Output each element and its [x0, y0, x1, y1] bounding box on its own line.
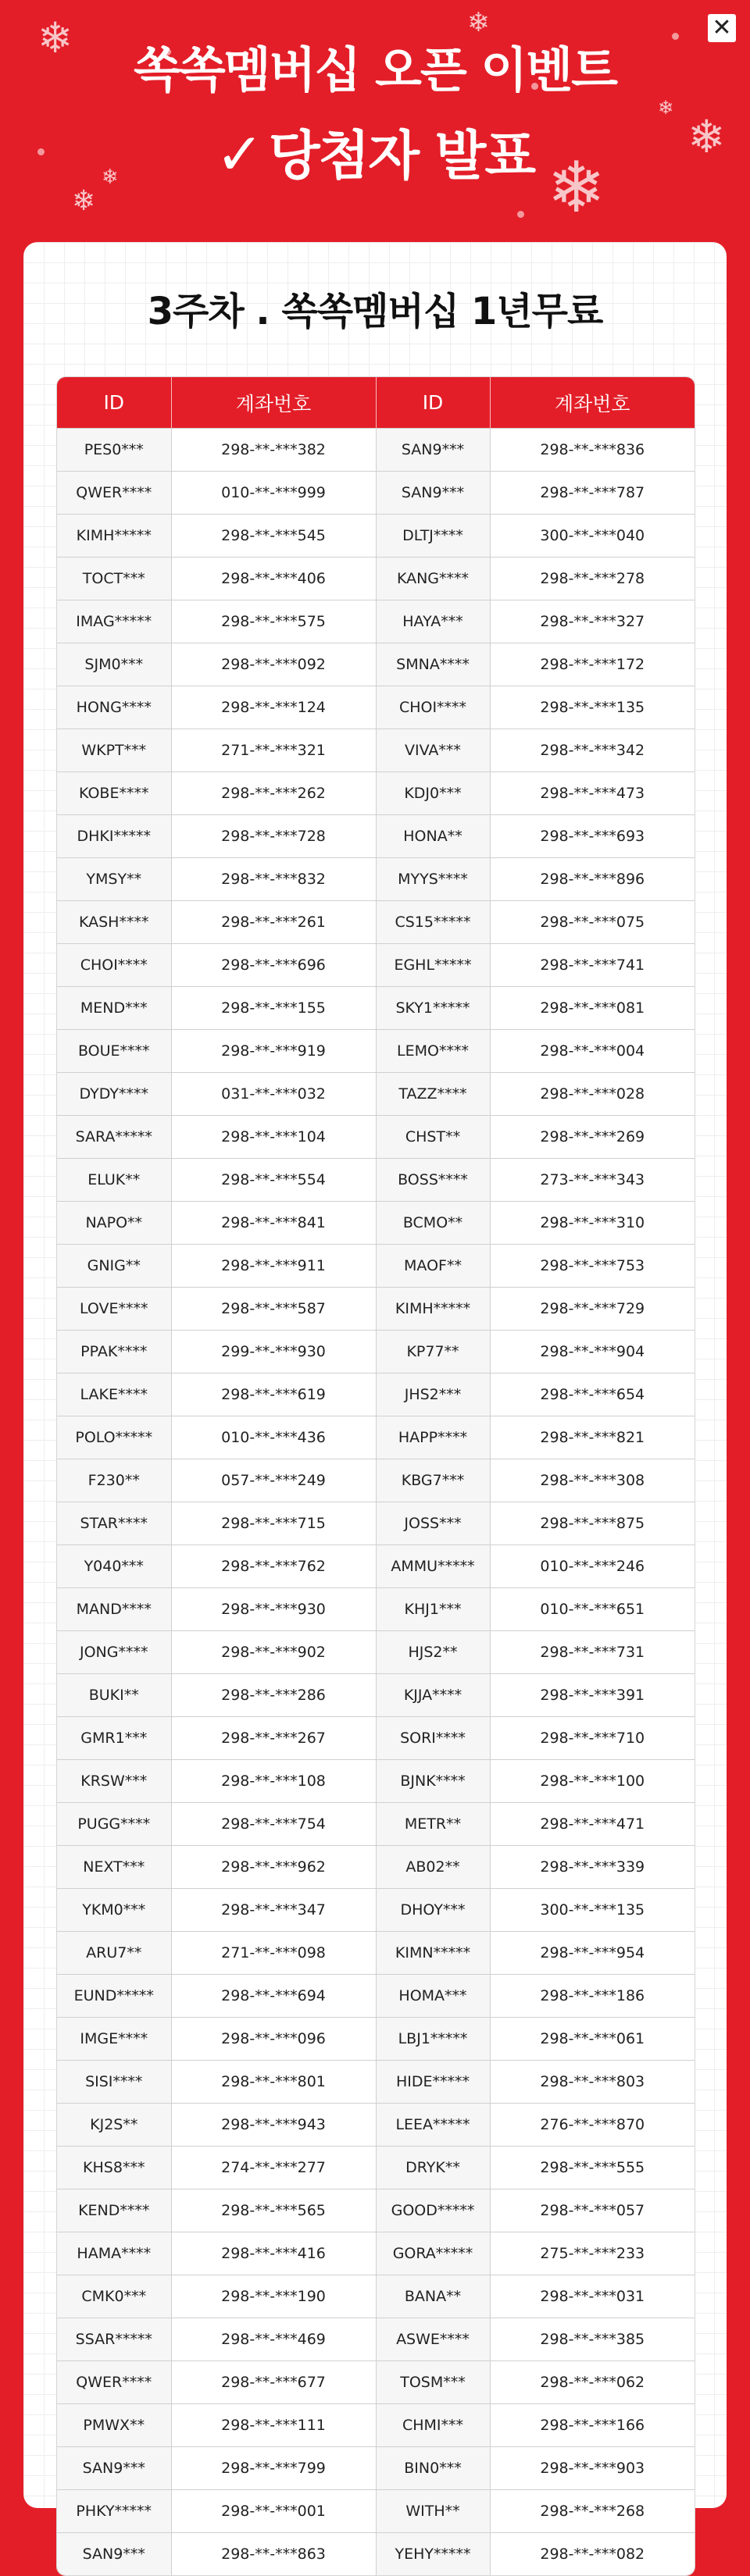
winner-id: QWER****	[57, 2361, 171, 2404]
account-number: 271-**-***321	[171, 729, 376, 772]
winner-id: PPAK****	[57, 1331, 171, 1374]
table-row	[57, 2104, 695, 2147]
winner-id: HIDE*****	[376, 2061, 490, 2104]
table-row	[57, 1159, 695, 1202]
snowflake-icon: ❄	[38, 13, 73, 62]
winner-id: HONG****	[57, 686, 171, 729]
account-number: 298-**-***031	[490, 2275, 695, 2318]
account-number: 298-**-***267	[171, 1717, 376, 1760]
table-row	[57, 2018, 695, 2061]
account-number: 298-**-***696	[171, 944, 376, 987]
account-number: 031-**-***032	[171, 1073, 376, 1116]
winner-id: LBJ1*****	[376, 2018, 490, 2061]
winner-id: LEMO****	[376, 1030, 490, 1073]
account-number: 298-**-***832	[171, 858, 376, 901]
account-number: 298-**-***406	[171, 558, 376, 600]
account-number: 298-**-***278	[490, 558, 695, 600]
winner-id: KHS8***	[57, 2147, 171, 2189]
winner-id: BUKI**	[57, 1674, 171, 1717]
winners-card	[23, 242, 727, 2563]
table-row	[57, 1803, 695, 1846]
winner-id: AMMU*****	[376, 1545, 490, 1588]
account-number: 298-**-***741	[490, 944, 695, 987]
table-row	[57, 1846, 695, 1889]
account-number: 298-**-***104	[171, 1116, 376, 1159]
winner-id: CMK0***	[57, 2275, 171, 2318]
winner-id: HONA**	[376, 815, 490, 858]
winner-id: KIMH*****	[376, 1288, 490, 1331]
winner-id: SKY1*****	[376, 987, 490, 1030]
winner-id: JONG****	[57, 1631, 171, 1674]
table-row	[57, 2275, 695, 2318]
snowflake-icon: ❄	[102, 166, 119, 189]
table-row	[57, 1116, 695, 1159]
winner-id: NAPO**	[57, 1202, 171, 1245]
winner-id: PUGG****	[57, 1803, 171, 1846]
snow-dot	[517, 211, 524, 218]
account-number: 273-**-***343	[490, 1159, 695, 1202]
account-number: 298-**-***269	[490, 1116, 695, 1159]
snowflake-icon: ❄	[467, 7, 490, 38]
account-number: 298-**-***028	[490, 1073, 695, 1116]
account-number: 010-**-***999	[171, 472, 376, 515]
winner-id: SORI****	[376, 1717, 490, 1760]
account-number: 298-**-***286	[171, 1674, 376, 1717]
account-number: 010-**-***436	[171, 1416, 376, 1459]
account-number: 298-**-***677	[171, 2361, 376, 2404]
winner-id: AB02**	[376, 1846, 490, 1889]
table-row	[57, 1588, 695, 1631]
account-number: 298-**-***061	[490, 2018, 695, 2061]
table-row	[57, 1674, 695, 1717]
announcement-title	[0, 123, 750, 188]
winner-id: SAN9***	[57, 2447, 171, 2490]
account-number: 298-**-***471	[490, 1803, 695, 1846]
table-row	[57, 558, 695, 600]
header-id: ID	[376, 377, 490, 429]
account-number: 298-**-***694	[171, 1975, 376, 2018]
winner-id: GNIG**	[57, 1245, 171, 1288]
snowflake-icon: ❄	[72, 185, 96, 217]
winner-id: SJM0***	[57, 643, 171, 686]
winner-id: KP77**	[376, 1331, 490, 1374]
winner-id: YEHY*****	[376, 2533, 490, 2576]
winner-id: WITH**	[376, 2490, 490, 2533]
winner-id: HAPP****	[376, 1416, 490, 1459]
winner-id: GORA*****	[376, 2232, 490, 2275]
table-row	[57, 2447, 695, 2490]
winner-id: BCMO**	[376, 1202, 490, 1245]
account-number: 298-**-***155	[171, 987, 376, 1030]
winner-id: PES0***	[57, 429, 171, 472]
table-row	[57, 1416, 695, 1459]
account-number: 298-**-***186	[490, 1975, 695, 2018]
winner-id: MAND****	[57, 1588, 171, 1631]
announcement-label: 당첨자 발표	[268, 126, 535, 187]
winner-id: KBG7***	[376, 1459, 490, 1502]
account-number: 276-**-***870	[490, 2104, 695, 2147]
account-number: 298-**-***903	[490, 2447, 695, 2490]
snowflake-icon: ❄	[658, 97, 674, 119]
account-number: 298-**-***731	[490, 1631, 695, 1674]
account-number: 298-**-***062	[490, 2361, 695, 2404]
table-row	[57, 1889, 695, 1932]
account-number: 298-**-***108	[171, 1760, 376, 1803]
account-number: 298-**-***190	[171, 2275, 376, 2318]
table-row	[57, 2490, 695, 2533]
account-number: 298-**-***075	[490, 901, 695, 944]
winner-id: QWER****	[57, 472, 171, 515]
table-row	[57, 472, 695, 515]
winner-id: KASH****	[57, 901, 171, 944]
account-number: 298-**-***268	[490, 2490, 695, 2533]
winner-id: PHKY*****	[57, 2490, 171, 2533]
table-row	[57, 901, 695, 944]
winner-id: KDJ0***	[376, 772, 490, 815]
account-number: 298-**-***342	[490, 729, 695, 772]
snowflake-icon: ❄	[688, 110, 726, 163]
account-number: 298-**-***587	[171, 1288, 376, 1331]
winner-id: ARU7**	[57, 1932, 171, 1975]
table-row	[57, 1331, 695, 1374]
winner-id: HJS2**	[376, 1631, 490, 1674]
winner-id: KJJA****	[376, 1674, 490, 1717]
table-row	[57, 1202, 695, 1245]
account-number: 298-**-***911	[171, 1245, 376, 1288]
winner-id: STAR****	[57, 1502, 171, 1545]
winner-id: GOOD*****	[376, 2189, 490, 2232]
winner-id: MAOF**	[376, 1245, 490, 1288]
account-number: 298-**-***261	[171, 901, 376, 944]
table-row	[57, 2232, 695, 2275]
winner-id: KOBE****	[57, 772, 171, 815]
winner-id: VIVA***	[376, 729, 490, 772]
winner-id: IMGE****	[57, 2018, 171, 2061]
table-row	[57, 858, 695, 901]
winner-id: CHST**	[376, 1116, 490, 1159]
winner-id: ASWE****	[376, 2318, 490, 2361]
account-number: 298-**-***801	[171, 2061, 376, 2104]
account-number: 298-**-***469	[171, 2318, 376, 2361]
winner-id: LOVE****	[57, 1288, 171, 1331]
table-row	[57, 1545, 695, 1588]
table-row	[57, 2533, 695, 2576]
account-number: 298-**-***728	[171, 815, 376, 858]
winner-id: KJ2S**	[57, 2104, 171, 2147]
winner-id: PMWX**	[57, 2404, 171, 2447]
account-number: 298-**-***111	[171, 2404, 376, 2447]
winner-id: HAYA***	[376, 600, 490, 643]
winner-id: CHOI****	[376, 686, 490, 729]
winner-id: SAN9***	[376, 472, 490, 515]
table-header-row	[57, 377, 695, 429]
table-row	[57, 2404, 695, 2447]
account-number: 298-**-***619	[171, 1374, 376, 1416]
account-number: 300-**-***040	[490, 515, 695, 558]
table-row	[57, 1459, 695, 1502]
close-button[interactable]: ✕	[708, 14, 736, 42]
account-number: 298-**-***100	[490, 1760, 695, 1803]
winner-id: KIMN*****	[376, 1932, 490, 1975]
winner-id: LEEA*****	[376, 2104, 490, 2147]
table-row	[57, 1975, 695, 2018]
table-row	[57, 2361, 695, 2404]
table-row	[57, 1288, 695, 1331]
account-number: 298-**-***565	[171, 2189, 376, 2232]
winner-id: BOSS****	[376, 1159, 490, 1202]
table-row	[57, 2318, 695, 2361]
account-number: 298-**-***001	[171, 2490, 376, 2533]
table-row	[57, 729, 695, 772]
account-number: 298-**-***382	[171, 429, 376, 472]
winner-id: SARA*****	[57, 1116, 171, 1159]
account-number: 298-**-***124	[171, 686, 376, 729]
account-number: 298-**-***904	[490, 1331, 695, 1374]
account-number: 298-**-***327	[490, 600, 695, 643]
winner-id: TOSM***	[376, 2361, 490, 2404]
winner-id: KANG****	[376, 558, 490, 600]
event-title: 쏙쏙멤버십 오픈 이벤트	[133, 41, 617, 98]
account-number: 298-**-***841	[171, 1202, 376, 1245]
winner-id: MYYS****	[376, 858, 490, 901]
winner-id: SISI****	[57, 2061, 171, 2104]
checkmark-icon: ✓	[215, 121, 262, 188]
table-row	[57, 1631, 695, 1674]
account-number: 298-**-***753	[490, 1245, 695, 1288]
account-number: 298-**-***135	[490, 686, 695, 729]
account-number: 298-**-***954	[490, 1932, 695, 1975]
table-row	[57, 987, 695, 1030]
table-row	[57, 1030, 695, 1073]
winner-id: SSAR*****	[57, 2318, 171, 2361]
winner-id: CHMI***	[376, 2404, 490, 2447]
winner-id: IMAG*****	[57, 600, 171, 643]
winner-id: F230**	[57, 1459, 171, 1502]
account-number: 298-**-***554	[171, 1159, 376, 1202]
account-number: 298-**-***836	[490, 429, 695, 472]
account-number: 057-**-***249	[171, 1459, 376, 1502]
winner-id: BIN0***	[376, 2447, 490, 2490]
table-row	[57, 944, 695, 987]
winner-id: DLTJ****	[376, 515, 490, 558]
account-number: 299-**-***930	[171, 1331, 376, 1374]
account-number: 298-**-***762	[171, 1545, 376, 1588]
table-row	[57, 772, 695, 815]
table-row	[57, 686, 695, 729]
winner-id: DHOY***	[376, 1889, 490, 1932]
winners-table-container	[56, 376, 695, 2576]
account-number: 275-**-***233	[490, 2232, 695, 2275]
account-number: 298-**-***919	[171, 1030, 376, 1073]
winner-id: METR**	[376, 1803, 490, 1846]
winner-id: EUND*****	[57, 1975, 171, 2018]
winner-id: HOMA***	[376, 1975, 490, 2018]
winner-id: MEND***	[57, 987, 171, 1030]
snow-dot	[672, 33, 679, 40]
account-number: 298-**-***004	[490, 1030, 695, 1073]
account-number: 298-**-***262	[171, 772, 376, 815]
account-number: 298-**-***729	[490, 1288, 695, 1331]
header-id: ID	[57, 377, 171, 429]
table-row	[57, 1374, 695, 1416]
account-number: 298-**-***654	[490, 1374, 695, 1416]
account-number: 298-**-***308	[490, 1459, 695, 1502]
table-row	[57, 1073, 695, 1116]
account-number: 298-**-***962	[171, 1846, 376, 1889]
account-number: 298-**-***385	[490, 2318, 695, 2361]
winner-id: KRSW***	[57, 1760, 171, 1803]
table-row	[57, 643, 695, 686]
account-number: 298-**-***172	[490, 643, 695, 686]
table-row	[57, 1760, 695, 1803]
account-number: 298-**-***545	[171, 515, 376, 558]
table-row	[57, 1717, 695, 1760]
winner-id: NEXT***	[57, 1846, 171, 1889]
winner-id: EGHL*****	[376, 944, 490, 987]
winner-id: ELUK**	[57, 1159, 171, 1202]
winner-id: CHOI****	[57, 944, 171, 987]
table-row	[57, 2189, 695, 2232]
table-row	[57, 2061, 695, 2104]
account-number: 298-**-***896	[490, 858, 695, 901]
winner-id: POLO*****	[57, 1416, 171, 1459]
account-number: 298-**-***821	[490, 1416, 695, 1459]
account-number: 298-**-***096	[171, 2018, 376, 2061]
account-number: 298-**-***930	[171, 1588, 376, 1631]
account-number: 298-**-***799	[171, 2447, 376, 2490]
account-number: 298-**-***863	[171, 2533, 376, 2576]
account-number: 298-**-***902	[171, 1631, 376, 1674]
account-number: 298-**-***803	[490, 2061, 695, 2104]
winner-id: GMR1***	[57, 1717, 171, 1760]
account-number: 298-**-***166	[490, 2404, 695, 2447]
header-account: 계좌번호	[490, 377, 695, 429]
table-row	[57, 1502, 695, 1545]
table-row	[57, 1245, 695, 1288]
table-row	[57, 600, 695, 643]
winner-id: DRYK**	[376, 2147, 490, 2189]
winner-id: CS15*****	[376, 901, 490, 944]
header-account: 계좌번호	[171, 377, 376, 429]
account-number: 298-**-***347	[171, 1889, 376, 1932]
account-number: 010-**-***651	[490, 1588, 695, 1631]
winner-id: LAKE****	[57, 1374, 171, 1416]
account-number: 298-**-***875	[490, 1502, 695, 1545]
account-number: 298-**-***416	[171, 2232, 376, 2275]
winner-id: KHJ1***	[376, 1588, 490, 1631]
table-row	[57, 815, 695, 858]
snowflake-icon: ❄	[547, 147, 606, 229]
account-number: 298-**-***787	[490, 472, 695, 515]
winner-id: SAN9***	[57, 2533, 171, 2576]
winner-id: YKM0***	[57, 1889, 171, 1932]
account-number: 298-**-***081	[490, 987, 695, 1030]
card-title: 3주차 . 쏙쏙멤버십 1년무료	[147, 290, 603, 333]
account-number: 298-**-***715	[171, 1502, 376, 1545]
table-row	[57, 429, 695, 472]
winner-id: TOCT***	[57, 558, 171, 600]
winners-table	[57, 377, 695, 2575]
account-number: 298-**-***943	[171, 2104, 376, 2147]
event-header	[0, 0, 750, 242]
winner-id: JHS2***	[376, 1374, 490, 1416]
winner-id: DHKI*****	[57, 815, 171, 858]
winner-id: KEND****	[57, 2189, 171, 2232]
account-number: 298-**-***473	[490, 772, 695, 815]
winner-id: BANA**	[376, 2275, 490, 2318]
account-number: 274-**-***277	[171, 2147, 376, 2189]
account-number: 010-**-***246	[490, 1545, 695, 1588]
account-number: 298-**-***710	[490, 1717, 695, 1760]
winner-id: Y040***	[57, 1545, 171, 1588]
winner-id: DYDY****	[57, 1073, 171, 1116]
account-number: 298-**-***391	[490, 1674, 695, 1717]
winner-id: HAMA****	[57, 2232, 171, 2275]
table-row	[57, 515, 695, 558]
winner-id: BJNK****	[376, 1760, 490, 1803]
account-number: 298-**-***092	[171, 643, 376, 686]
winner-id: SMNA****	[376, 643, 490, 686]
account-number: 298-**-***310	[490, 1202, 695, 1245]
winner-id: YMSY**	[57, 858, 171, 901]
winner-id: WKPT***	[57, 729, 171, 772]
account-number: 298-**-***555	[490, 2147, 695, 2189]
account-number: 298-**-***693	[490, 815, 695, 858]
winner-id: JOSS***	[376, 1502, 490, 1545]
account-number: 300-**-***135	[490, 1889, 695, 1932]
winner-id: BOUE****	[57, 1030, 171, 1073]
table-row	[57, 1932, 695, 1975]
table-body	[57, 429, 695, 2576]
winner-id: SAN9***	[376, 429, 490, 472]
account-number: 298-**-***082	[490, 2533, 695, 2576]
account-number: 298-**-***754	[171, 1803, 376, 1846]
winner-id: TAZZ****	[376, 1073, 490, 1116]
table-row	[57, 2147, 695, 2189]
winner-id: KIMH*****	[57, 515, 171, 558]
account-number: 271-**-***098	[171, 1932, 376, 1975]
account-number: 298-**-***339	[490, 1846, 695, 1889]
account-number: 298-**-***575	[171, 600, 376, 643]
account-number: 298-**-***057	[490, 2189, 695, 2232]
